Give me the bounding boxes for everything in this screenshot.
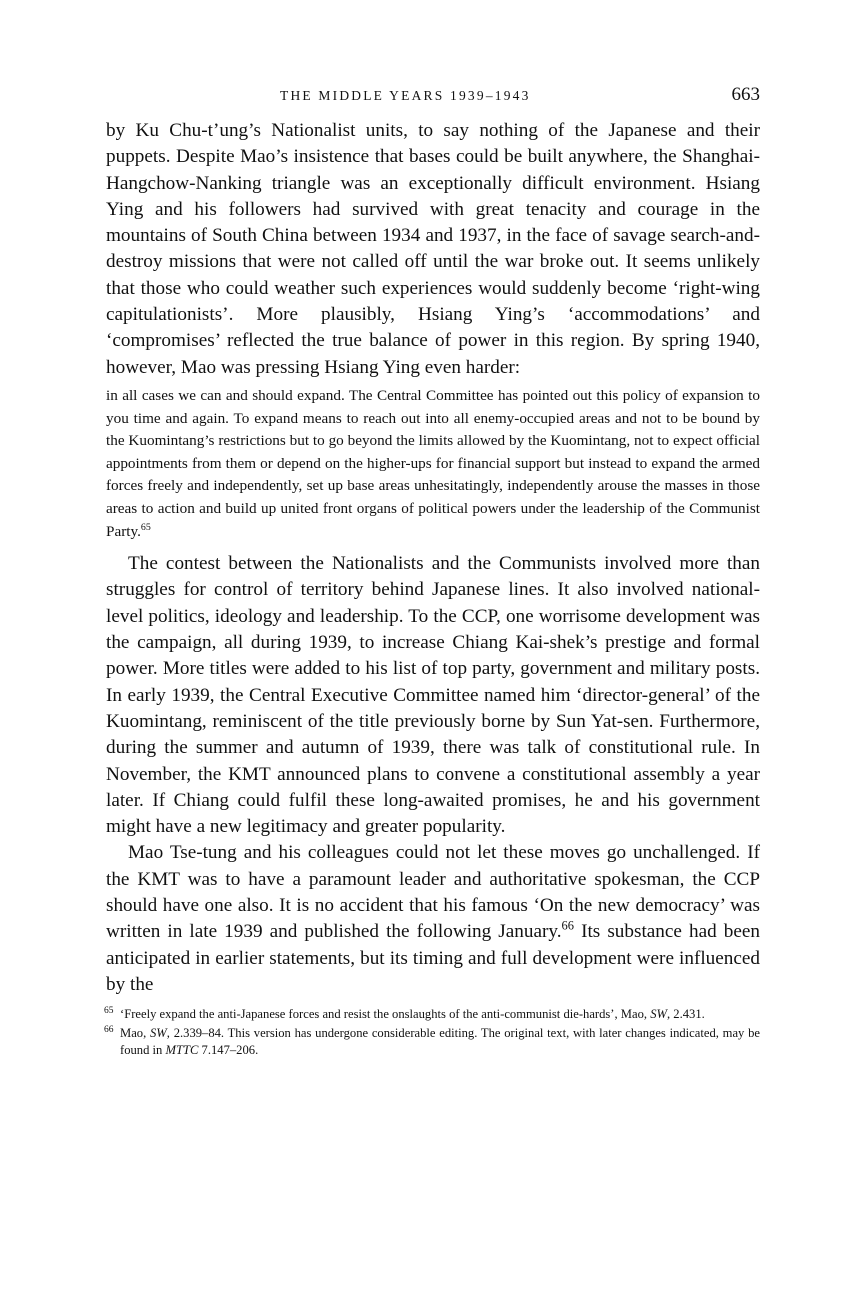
body-paragraph-3	[106, 840, 760, 998]
footnote-ref-66: 66	[561, 918, 574, 933]
footnote-text-tail: , 2.431.	[666, 1007, 705, 1022]
block-quote-text: in all cases we can and should expand. The Central Committee has pointed out this policy of expansion to you time and again. To expand means to reach out into all enemy-occupied areas and not to be bound by the Kuomintang’s restrictions but to go beyond the limits allowed by the Kuomintang, not to expect official appointments from them or depend on the higher-ups for financial support but instead to expand the armed forces freely and independently, set up base areas unhesitatingly, independently arouse the masses in those areas to action and build up united front organs of political powers under the leadership of the Communist Party.	[106, 386, 760, 540]
body-paragraph-3-text-a: Mao Tse-tung and his colleagues could not let these moves go unchallenged. If the KMT was to have a paramount leader and authoritative spokesman, the CCP should have one also. It is no accident that his famous ‘On the new democracy’ was written in late 1939 and published the following January.	[106, 842, 760, 943]
running-head: THE MIDDLE YEARS 1939–1943	[280, 88, 531, 103]
footnote-source-abbrev: SW	[650, 1007, 667, 1022]
body-paragraph-1: by Ku Chu-t’ung’s Nationalist units, to say nothing of the Japanese and their puppets. Despite Mao’s insistence that bases could be built anywhere, the Shanghai-Hangchow-Nanking triangle was an exceptionally difficult environment. Hsiang Ying and his followers had survived with great tenacity and courage in the mountains of South China between 1934 and 1937, in the face of savage search-and-destroy missions that were not called off until the war broke out. It seems unlikely that those who could weather such experiences would suddenly become ‘right-wing capitulationists’. More plausibly, Hsiang Ying’s ‘accommodations’ and ‘compromises’ reflected the true balance of power in this region. By spring 1940, however, Mao was pressing Hsiang Ying even harder:	[106, 120, 760, 378]
body-paragraph-2: The contest between the Nationalists and the Communists involved more than struggles for control of territory behind Japanese lines. It also involved national-level politics, ideology and leadership. To the CCP, one worrisome development was the campaign, all during 1939, to increase Chiang Kai-shek’s prestige and formal power. More titles were added to his list of top party, government and military posts. In early 1939, the Central Executive Committee named him ‘director-general’ of the Kuomintang, reminiscent of the title previously borne by Sun Yat-sen. Furthermore, during the summer and autumn of 1939, there was talk of constitutional rule. In November, the KMT announced plans to convene a constitutional assembly a year later. If Chiang could fulfil these long-awaited promises, he and his government might have a new legitimacy and greater popularity.	[106, 553, 760, 838]
footnote-mark: 65	[104, 1006, 114, 1017]
footnote-text-tail: , 2.339–84. This version has undergone considerable editing. The original text, with later changes indicated, may be found in	[120, 1025, 760, 1057]
page-header	[106, 84, 760, 110]
footnote-66	[106, 1025, 760, 1058]
footnote-source-abbrev: SW	[150, 1025, 167, 1040]
footnote-ref-65: 65	[140, 521, 151, 533]
page-number: 663	[731, 84, 760, 105]
footnote-text: Mao,	[120, 1025, 150, 1040]
footnote-text-tail-2: 7.147–206.	[198, 1042, 259, 1057]
book-page	[106, 84, 760, 1060]
footnote-65	[106, 1006, 760, 1023]
footnote-text: ‘Freely expand the anti-Japanese forces and resist the onslaughts of the anti-communist die-hards’, Mao,	[120, 1007, 651, 1022]
block-quote	[106, 385, 760, 543]
body-paragraph-3-text-b: Its substance had been anticipated in earlier statements, but its timing and full development were influenced by the	[106, 921, 760, 995]
footnotes	[106, 1006, 760, 1058]
footnote-source-abbrev-2: MTTC	[165, 1042, 199, 1057]
footnote-mark: 66	[104, 1024, 114, 1035]
